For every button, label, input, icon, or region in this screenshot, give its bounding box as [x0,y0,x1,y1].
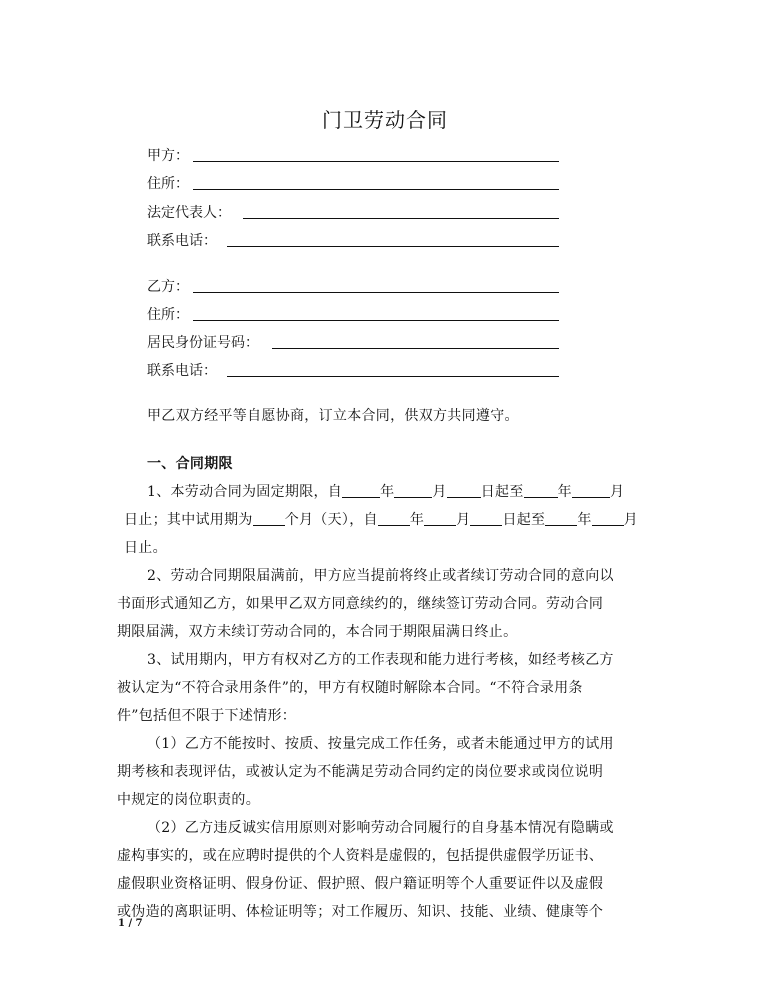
clause-2-line-1: 2、劳动合同期限届满前，甲方应当提前将终止或者续订劳动合同的意向以 [147,568,614,584]
month-label: 月 [623,512,638,528]
page-number: 1 / 7 [118,918,143,929]
page-title: 门卫劳动合同 [322,108,448,132]
section-1-heading: 一、合同期限 [147,456,233,472]
party-a-name-label: 甲方： [147,148,189,164]
start-label: 日起至 [502,512,546,528]
end-month-blank[interactable] [572,483,610,498]
year-label: 年 [577,512,592,528]
start-day-blank[interactable] [447,483,481,498]
clause-1-line-3: 日止。 [124,540,167,556]
start-year-blank[interactable] [342,483,380,498]
year-label: 年 [409,512,425,528]
party-b-phone-label: 联系电话： [147,363,217,379]
start-label: 日起至 [480,484,524,500]
clause-2-line-3: 期限届满，双方未续订劳动合同的，本合同于期限届满日终止。 [117,624,518,640]
party-b-phone-blank[interactable] [227,376,559,377]
subitem-2-line-1: （2）乙方违反诚实信用原则对影响劳动合同履行的自身基本情况有隐瞒或 [147,820,614,836]
month-label: 月 [432,484,447,500]
party-b-name-label: 乙方： [147,279,189,295]
probation-start-day-blank[interactable] [470,511,502,526]
year-label: 年 [557,484,572,500]
party-a-address-field [147,173,189,193]
year-label: 年 [380,484,395,500]
intro-paragraph: 甲乙双方经平等自愿协商，订立本合同，供双方共同遵守。 [147,408,519,424]
party-a-phone-blank[interactable] [227,246,559,247]
probation-label: 个月（天），自 [284,512,378,528]
party-b-id-field [147,332,259,352]
probation-end-month-blank[interactable] [592,511,624,526]
end-year-blank[interactable] [524,483,558,498]
probation-start-month-blank[interactable] [424,511,456,526]
start-month-blank[interactable] [394,483,432,498]
subitem-2-line-3: 虚假职业资格证明、假身份证、假护照、假户籍证明等个人重要证件以及虚假 [117,876,604,892]
party-b-name-field [147,276,189,296]
party-a-address-blank[interactable] [193,189,559,190]
party-b-id-label: 居民身份证号码： [147,335,259,351]
probation-months-blank[interactable] [253,511,285,526]
party-a-legal-rep-label: 法定代表人： [147,205,231,221]
subitem-1-line-2: 期考核和表现评估，或被认定为不能满足劳动合同约定的岗位要求或岗位说明 [117,764,604,780]
month-label: 月 [456,512,471,528]
party-a-legal-rep-field [147,202,231,222]
clause-1-text: 1、本劳动合同为固定期限，自 [147,484,343,500]
party-a-address-label: 住所： [147,176,189,192]
subitem-1-line-1: （1）乙方不能按时、按质、按量完成工作任务，或者未能通过甲方的试用 [147,736,614,752]
clause-1-text: 日止；其中试用期为 [124,512,253,528]
clause-2-line-2: 书面形式通知乙方，如果甲乙双方同意续约的，继续签订劳动合同。劳动合同 [117,596,604,612]
party-a-name-blank[interactable] [193,161,559,162]
party-b-address-blank[interactable] [193,320,559,321]
subitem-2-line-4: 或伪造的离职证明、体检证明等；对工作履历、知识、技能、业绩、健康等个 [117,904,604,920]
probation-end-year-blank[interactable] [545,511,577,526]
month-label: 月 [609,484,625,500]
party-a-legal-rep-blank[interactable] [243,218,559,219]
party-b-name-blank[interactable] [193,292,559,293]
clause-1-line-2 [124,509,638,529]
party-a-phone-field [147,230,217,250]
party-b-address-label: 住所： [147,307,189,323]
clause-3-line-3: 件”包括但不限于下述情形： [117,708,297,724]
clause-1-line-1 [147,481,624,501]
clause-3-line-2: 被认定为“不符合录用条件”的，甲方有权随时解除本合同。“不符合录用条 [117,680,583,696]
subitem-2-line-2: 虚构事实的，或在应聘时提供的个人资料是虚假的，包括提供虚假学历证书、 [117,848,604,864]
party-a-phone-label: 联系电话： [147,233,217,249]
clause-3-line-1: 3、试用期内，甲方有权对乙方的工作表现和能力进行考核，如经考核乙方 [147,652,614,668]
party-b-phone-field [147,360,217,380]
party-b-id-blank[interactable] [272,348,559,349]
party-a-name-field [147,145,189,165]
subitem-1-line-3: 中规定的岗位职责的。 [117,792,260,808]
probation-start-year-blank[interactable] [378,511,410,526]
party-b-address-field [147,304,189,324]
